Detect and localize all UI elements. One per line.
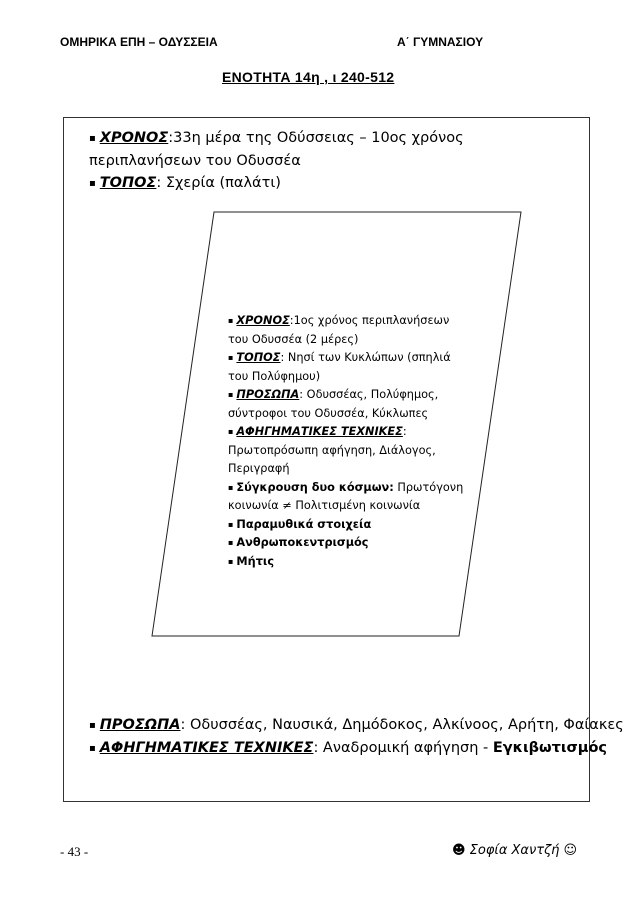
inner-chronos-line [228, 312, 473, 349]
bullet-icon: ▪ [228, 316, 234, 325]
inner-topos-line [228, 349, 473, 386]
inner-metis-label: Μήτις [236, 554, 275, 568]
header-right: Α΄ ΓΥΜΝΑΣΙΟΥ [397, 35, 484, 49]
outer-techniques-bold: Εγκιβωτισμός [492, 740, 607, 756]
bullet-icon: ▪ [228, 427, 234, 436]
bullet-icon: ▪ [228, 556, 234, 566]
bullet-icon: ▪ [228, 519, 234, 529]
outer-prosopa-value: : Οδυσσέας, Ναυσικά, Δημόδοκος, Αλκίνοος, Αρήτη, Φαίακες [180, 717, 624, 733]
inner-techniques-value: Πρωτοπρόσωπη αφήγηση, Διάλογος, [228, 443, 436, 457]
inner-techniques-value-2: Περιγραφή [228, 462, 290, 475]
bullet-icon: ▪ [89, 133, 96, 144]
bullet-icon: ▪ [228, 482, 234, 492]
inner-techniques-colon: : [402, 425, 407, 438]
inner-conflict-line [228, 479, 473, 516]
inner-prosopa-label: ΠΡΟΣΩΠΑ [236, 388, 300, 401]
inner-block [228, 312, 473, 571]
outer-techniques-line [89, 737, 607, 760]
outer-chronos-value: :33η μέρα της Οδύσσειας – 10ος χρόνος περιπλανήσεων του Οδυσσέα [89, 130, 464, 169]
outer-chronos-label: ΧΡΟΝΟΣ [99, 130, 169, 146]
outer-bottom-block [89, 714, 624, 760]
inner-anthropo-label: Ανθρωποκεντρισμός [236, 536, 369, 549]
bullet-icon: ▪ [228, 538, 234, 547]
bullet-icon: ▪ [89, 720, 96, 731]
outer-prosopa-line [89, 714, 624, 737]
page-number: - 43 - [60, 844, 89, 859]
bullet-icon: ▪ [228, 390, 234, 399]
inner-conflict-label: Σύγκρουση δυο κόσμων: [236, 480, 394, 494]
bullet-icon: ▪ [228, 353, 234, 362]
author-signature: ☻ Σοφία Χαντζή ☺ [452, 843, 578, 858]
inner-conflict-value: Πρωτόγονη κοινωνία ≠ Πολιτισμένη κοινωνία [228, 480, 464, 512]
outer-topos-value: : Σχερία (παλάτι) [156, 175, 281, 191]
inner-prosopa-value: : Οδυσσέας, Πολύφημος, σύντροφοι του Οδυσσέα, Κύκλωπες [228, 388, 439, 420]
inner-topos-label: ΤΟΠΟΣ [236, 351, 281, 364]
bullet-icon: ▪ [89, 178, 96, 189]
page-title: ΕΝΟΤΗΤΑ 14η , ι 240-512 [222, 69, 395, 85]
inner-topos-value: : Νησί των Κυκλώπων (σπηλιά του Πολύφημου) [228, 351, 451, 383]
outer-topos-label: ΤΟΠΟΣ [99, 175, 157, 191]
inner-techniques-label: ΑΦΗΓΗΜΑΤΙΚΕΣ ΤΕΧΝΙΚΕΣ [236, 425, 403, 438]
inner-chronos-value: :1ος χρόνος περιπλανήσεων του Οδυσσέα (2 μέρες) [228, 314, 450, 346]
header-left: ΟΜΗΡΙΚΑ ΕΠΗ – ΟΔΥΣΣΕΙΑ [60, 35, 218, 49]
outer-techniques-label: ΑΦΗΓΗΜΑΤΙΚΕΣ ΤΕΧΝΙΚΕΣ [99, 740, 314, 756]
outer-prosopa-label: ΠΡΟΣΩΠΑ [99, 717, 181, 733]
inner-prosopa-line [228, 386, 473, 423]
inner-metis-line [228, 553, 473, 572]
inner-techniques-line [228, 423, 473, 479]
outer-techniques-value: : Αναδρομική αφήγηση - [313, 740, 493, 756]
inner-chronos-label: ΧΡΟΝΟΣ [236, 314, 290, 327]
inner-fairytale-line [228, 516, 473, 535]
bullet-icon: ▪ [89, 743, 96, 754]
inner-fairytale-label: Παραμυθικά στοιχεία [236, 517, 372, 531]
inner-anthropo-line [228, 534, 473, 553]
